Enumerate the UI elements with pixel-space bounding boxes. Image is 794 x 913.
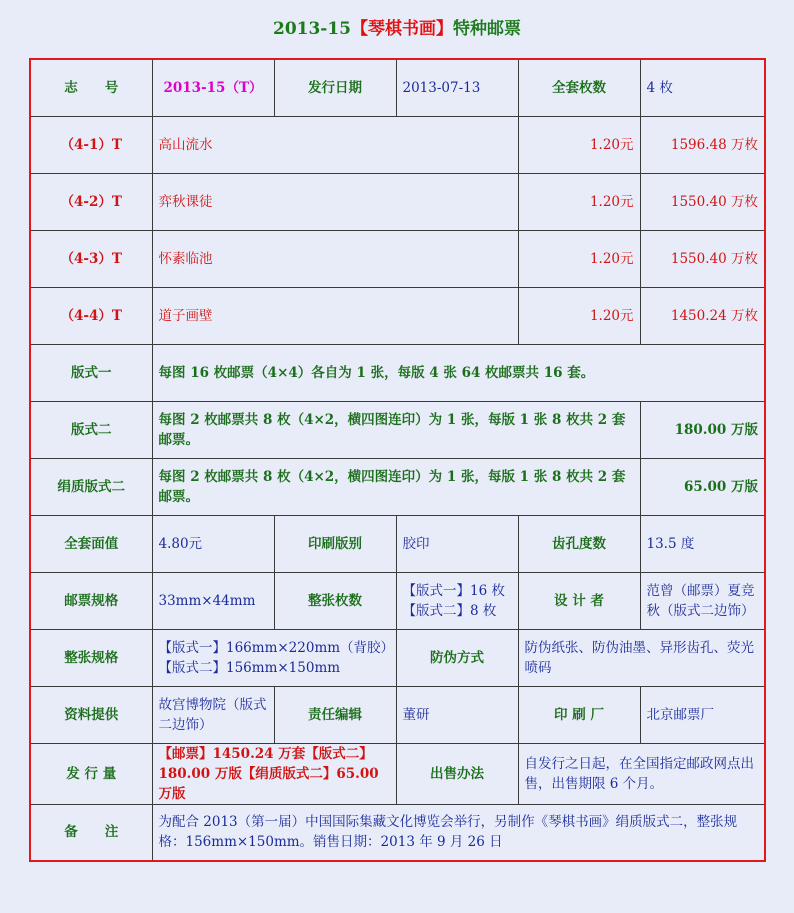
- issue-date-label: 发行日期: [274, 59, 396, 116]
- issue-qty-value: 【邮票】1450.24 万套【版式二】180.00 万版【绢质版式二】65.00 万版: [152, 743, 396, 804]
- stamp-code: （4-4）T: [30, 287, 152, 344]
- info-row-5: [30, 743, 765, 804]
- sheet-size-label: 整张规格: [30, 629, 152, 686]
- stamp-name: 弈秋课徒: [152, 173, 518, 230]
- format-desc: 每图 16 枚邮票（4×4）各自为 1 张，每版 4 张 64 枚邮票共 16 套。: [152, 344, 765, 401]
- remarks-row: [30, 804, 765, 861]
- designer-value: 范曾（邮票）夏竞秋（版式二边饰）: [640, 572, 765, 629]
- stamp-quantity: 1596.48 万枚: [640, 116, 765, 173]
- format-qty: 180.00 万版: [640, 401, 765, 458]
- format-row-2: [30, 401, 765, 458]
- spec-value: 33mm×44mm: [152, 572, 274, 629]
- perforation-value: 13.5 度: [640, 515, 765, 572]
- stamp-name: 怀素临池: [152, 230, 518, 287]
- info-row-3: [30, 629, 765, 686]
- stamp-row-1: [30, 116, 765, 173]
- title-bracketed: 【琴棋书画】: [351, 19, 454, 39]
- sheet-count-line-2: 【版式二】8 枚: [402, 602, 497, 619]
- set-count-value: 4 枚: [640, 59, 765, 116]
- stamp-quantity: 1550.40 万枚: [640, 230, 765, 287]
- format-row-1: [30, 344, 765, 401]
- stamp-quantity: 1450.24 万枚: [640, 287, 765, 344]
- source-label: 资料提供: [30, 686, 152, 743]
- stamp-quantity: 1550.40 万枚: [640, 173, 765, 230]
- format-desc: 每图 2 枚邮票共 8 枚（4×2，横四图连印）为 1 张，每版 1 张 8 枚共 2 套邮票。: [152, 401, 640, 458]
- stamp-face-value: 1.20元: [518, 287, 640, 344]
- format-row-3: [30, 458, 765, 515]
- format-desc: 每图 2 枚邮票共 8 枚（4×2，横四图连印）为 1 张，每版 1 张 8 枚共 2 套邮票。: [152, 458, 640, 515]
- stamp-info-table: [29, 58, 766, 862]
- page-title: [0, 14, 794, 39]
- stamp-code: （4-3）T: [30, 230, 152, 287]
- sheet-count-value: [396, 572, 518, 629]
- format-qty: 65.00 万版: [640, 458, 765, 515]
- editor-label: 责任编辑: [274, 686, 396, 743]
- print-method-value: 胶印: [396, 515, 518, 572]
- anticounterfeit-value: 防伪纸张、防伪油墨、异形齿孔、荧光喷码: [518, 629, 765, 686]
- spec-label: 邮票规格: [30, 572, 152, 629]
- header-row: [30, 59, 765, 116]
- print-method-label: 印刷版别: [274, 515, 396, 572]
- stamp-name: 道子画壁: [152, 287, 518, 344]
- sheet-size-value: 【版式一】166mm×220mm（背胶）【版式二】156mm×150mm: [152, 629, 396, 686]
- remarks-value: 为配合 2013（第一届）中国国际集藏文化博览会举行，另制作《琴棋书画》绢质版式二，整张规格：156mm×150mm。销售日期：2013 年 9 月 26 日: [152, 804, 765, 861]
- sale-label: 出售办法: [396, 743, 518, 804]
- stamp-row-3: [30, 230, 765, 287]
- info-row-2: [30, 572, 765, 629]
- stamp-row-2: [30, 173, 765, 230]
- stamp-code: （4-2）T: [30, 173, 152, 230]
- format-label: 版式二: [30, 401, 152, 458]
- editor-value: 董研: [396, 686, 518, 743]
- total-face-value: 4.80元: [152, 515, 274, 572]
- anticounterfeit-label: 防伪方式: [396, 629, 518, 686]
- printer-value: 北京邮票厂: [640, 686, 765, 743]
- stamp-row-4: [30, 287, 765, 344]
- sheet-count-line-1: 【版式一】16 枚: [402, 582, 505, 599]
- info-row-4: [30, 686, 765, 743]
- issue-date-value: 2013-07-13: [396, 59, 518, 116]
- title-suffix: 特种邮票: [453, 19, 522, 39]
- zhihao-value: 2013-15（T）: [152, 59, 274, 116]
- zhihao-label: 志 号: [30, 59, 152, 116]
- set-count-label: 全套枚数: [518, 59, 640, 116]
- stamp-face-value: 1.20元: [518, 173, 640, 230]
- source-value: 故宫博物院（版式二边饰）: [152, 686, 274, 743]
- info-row-1: [30, 515, 765, 572]
- stamp-code: （4-1）T: [30, 116, 152, 173]
- sale-value: 自发行之日起，在全国指定邮政网点出售，出售期限 6 个月。: [518, 743, 765, 804]
- format-label: 版式一: [30, 344, 152, 401]
- perforation-label: 齿孔度数: [518, 515, 640, 572]
- title-prefix: 2013-15: [272, 19, 352, 39]
- stamp-face-value: 1.20元: [518, 230, 640, 287]
- total-face-label: 全套面值: [30, 515, 152, 572]
- format-label: 绢质版式二: [30, 458, 152, 515]
- issue-qty-label: 发 行 量: [30, 743, 152, 804]
- printer-label: 印 刷 厂: [518, 686, 640, 743]
- designer-label: 设 计 者: [518, 572, 640, 629]
- remarks-label: 备 注: [30, 804, 152, 861]
- stamp-face-value: 1.20元: [518, 116, 640, 173]
- sheet-count-label: 整张枚数: [274, 572, 396, 629]
- stamp-name: 高山流水: [152, 116, 518, 173]
